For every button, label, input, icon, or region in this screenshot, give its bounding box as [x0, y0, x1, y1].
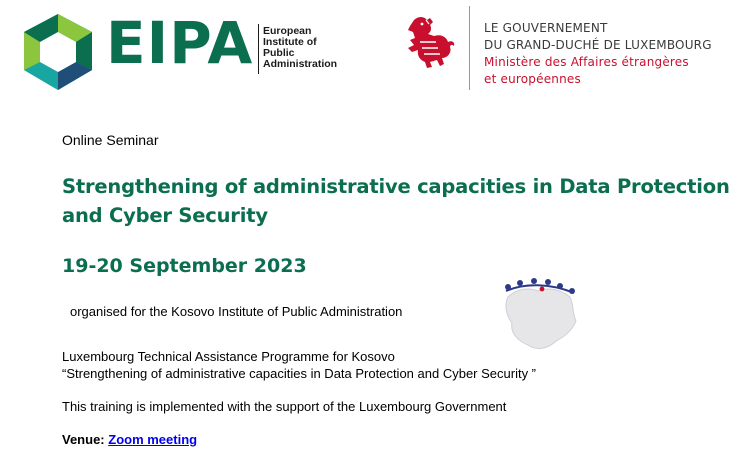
- venue-line: [62, 432, 197, 447]
- lux-divider: [469, 6, 470, 90]
- seminar-dates: 19-20 September 2023: [62, 255, 307, 277]
- eipa-logo-icon: [18, 12, 98, 92]
- lux-line-3: Ministère des Affaires étrangères: [484, 55, 689, 69]
- eipa-subtitle-line: European: [263, 25, 312, 37]
- eipa-divider: [258, 24, 259, 74]
- zoom-meeting-link[interactable]: Zoom meeting: [108, 432, 198, 447]
- eipa-wordmark: EIPA: [106, 9, 254, 77]
- eipa-subtitle-line: Administration: [263, 58, 338, 70]
- eipa-subtitle-line: Public: [263, 47, 295, 59]
- lux-government-text: [484, 20, 712, 88]
- training-support-text: This training is implemented with the support of the Luxembourg Government: [62, 399, 507, 414]
- kosovo-map-icon: [494, 275, 584, 355]
- programme-line-2: “Strengthening of administrative capacities in Data Protection and Cyber Security ”: [62, 366, 537, 381]
- programme-line-1: Luxembourg Technical Assistance Programme for Kosovo: [62, 349, 395, 364]
- eipa-subtitle: [263, 26, 337, 70]
- programme-text: [62, 348, 536, 382]
- organised-for-text: organised for the Kosovo Institute of Public Administration: [70, 304, 403, 319]
- red-lion-icon: [400, 12, 458, 70]
- lux-line-2: DU GRAND-DUCHÉ DE LUXEMBOURG: [484, 38, 712, 52]
- lux-line-1: LE GOUVERNEMENT: [484, 21, 608, 35]
- seminar-type-label: Online Seminar: [62, 132, 159, 148]
- seminar-title: Strengthening of administrative capacities in Data Protection and Cyber Security: [62, 175, 730, 227]
- venue-label: Venue:: [62, 432, 105, 447]
- eipa-subtitle-line: Institute of: [263, 36, 317, 48]
- lux-line-4: et européennes: [484, 72, 581, 86]
